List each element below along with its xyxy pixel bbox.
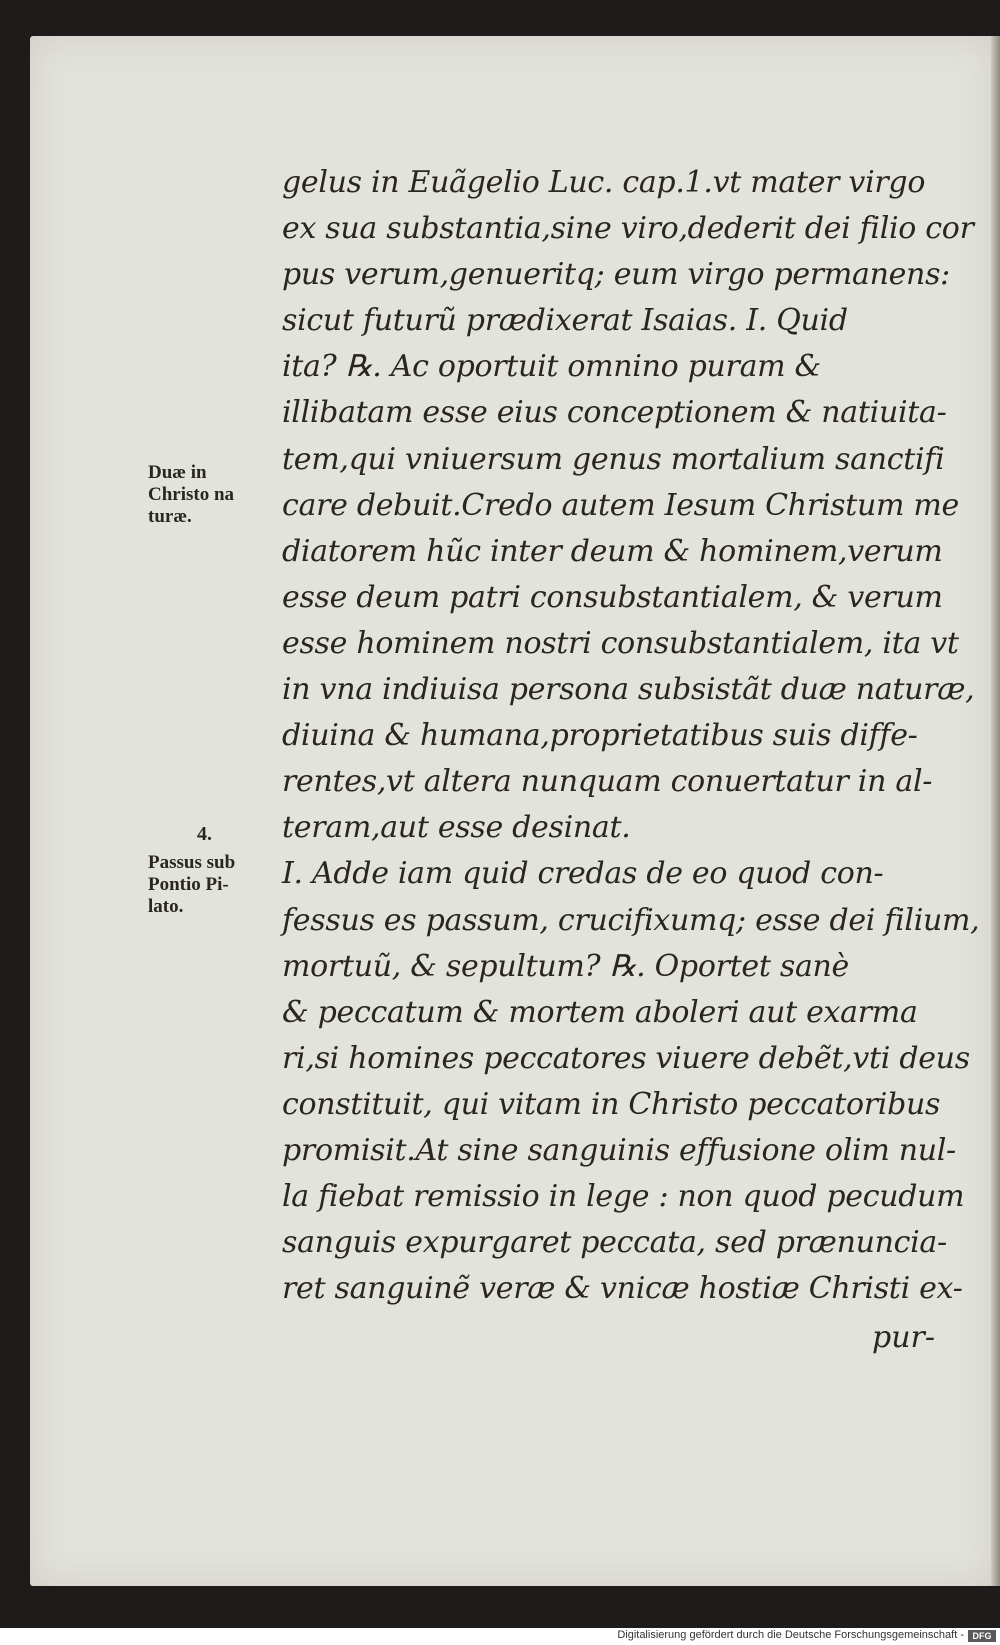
- text-line: esse deum patri consubstantialem, & verum: [282, 579, 943, 615]
- text-line: sicut futurũ prædixerat Isaias. I. Quid: [282, 303, 848, 339]
- margin-note-natures: [148, 462, 234, 528]
- text-line: ex sua substantia,sine viro,dederit dei filio cor: [282, 211, 974, 247]
- text-line: & peccatum & mortem aboleri aut exarma: [282, 994, 918, 1030]
- text-line: fessus es passum, crucifixumq; esse dei filium,: [282, 902, 980, 938]
- text-line: rentes,vt altera nunquam conuertatur in al-: [282, 764, 933, 800]
- dfg-logo: DFG: [968, 1630, 996, 1642]
- text-line: pus verum,genueritq; eum virgo permanens:: [282, 257, 950, 293]
- margin-note-line: Passus sub: [148, 852, 236, 873]
- text-line: esse hominem nostri consubstantialem, ita vt: [282, 625, 959, 661]
- text-line: sanguis expurgaret peccata, sed prænuncia-: [282, 1225, 947, 1261]
- text-line: la fiebat remissio in lege : non quod pecudum: [282, 1179, 965, 1215]
- margin-note-line: Christo na: [148, 484, 235, 505]
- margin-note-passion: [148, 852, 235, 918]
- margin-note-line: Pontio Pi-: [148, 874, 229, 895]
- text-line: ita? ℞. Ac oportuit omnino puram &: [282, 349, 821, 385]
- margin-note-line: Duæ in: [148, 462, 207, 483]
- text-line: ri,si homines peccatores viuere debẽt,vti deus: [282, 1040, 970, 1076]
- page-edge: [991, 36, 1000, 1586]
- text-line: diuina & humana,proprietatibus suis diffe-: [282, 718, 918, 754]
- text-line: I. Adde iam quid credas de eo quod con-: [282, 856, 884, 892]
- text-line: constituit, qui vitam in Christo peccatoribus: [282, 1086, 941, 1122]
- margin-note-line: lato.: [148, 896, 184, 917]
- text-line: gelus in Euãgelio Luc. cap.1.vt mater virgo: [282, 165, 926, 200]
- catchword: pur-: [872, 1320, 936, 1355]
- margin-note-line: turæ.: [148, 506, 192, 527]
- text-line: mortuũ, & sepultum? ℞. Oportet sanè: [282, 948, 850, 984]
- text-line: ret sanguinẽ veræ & vnicæ hostiæ Christi ex-: [282, 1271, 963, 1307]
- text-line: teram,aut esse desinat.: [282, 810, 631, 846]
- text-line: tem,qui vniuersum genus mortalium sanctifi: [282, 441, 945, 477]
- text-line: promisit.At sine sanguinis effusione olim nul-: [282, 1132, 956, 1168]
- text-line: in vna indiuisa persona subsistãt duæ naturæ,: [282, 672, 975, 708]
- main-text: [282, 160, 980, 1312]
- text-line: illibatam esse eius conceptionem & natiuita-: [282, 395, 947, 431]
- text-line: care debuit.Credo autem Iesum Christum me: [282, 487, 960, 523]
- footer-credit: Digitalisierung gefördert durch die Deutsche Forschungsgemeinschaft -: [617, 1629, 964, 1641]
- text-line: diatorem hũc inter deum & hominem,verum: [282, 533, 943, 569]
- margin-note-number: 4.: [197, 823, 212, 845]
